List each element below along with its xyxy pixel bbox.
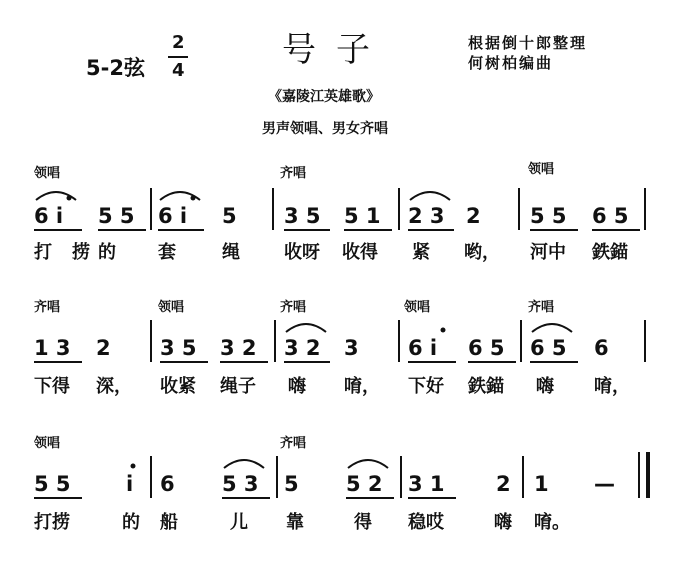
lyric: 打 [34, 242, 52, 263]
note-group: 3 2 [284, 336, 321, 360]
note-group: 3 2 [220, 336, 257, 360]
lyric: 得 [354, 512, 372, 533]
role-chorus: 齐唱 [280, 436, 307, 451]
note-group: 6 [160, 472, 175, 496]
note-group: 6 i [408, 336, 438, 360]
note-group: 3 5 [284, 204, 321, 228]
role-lead: 领唱 [528, 162, 555, 177]
note-group: 3 1 [408, 472, 445, 496]
note-group: 1 3 [34, 336, 71, 360]
lyric: 哟， [464, 242, 500, 263]
role-chorus: 齐唱 [34, 300, 61, 315]
note-group: 6 5 [592, 204, 629, 228]
lyric: 打捞 [34, 512, 70, 533]
note-group: i [126, 472, 134, 496]
time-signature-bottom: 4 [172, 60, 185, 81]
lyric: 套 [158, 242, 176, 263]
lyric: 收得 [342, 242, 378, 263]
performance-note: 男声领唱、男女齐唱 [262, 121, 388, 137]
lyric: 嗨 [494, 512, 512, 533]
note-group: — [594, 472, 615, 496]
note-group: 5 5 [98, 204, 135, 228]
role-chorus: 齐唱 [280, 166, 307, 181]
lyric: 收呀 [284, 242, 320, 263]
lyric: 绳 [222, 242, 240, 263]
note-group: 5 [284, 472, 299, 496]
source-collection: 《嘉陵江英雄歌》 [268, 89, 380, 105]
arranger-credit-2: 何树柏编曲 [468, 54, 554, 72]
lyric: 收紧 [160, 376, 196, 397]
lyric: 鉄錨 [592, 242, 628, 263]
note-group: 1 [534, 472, 549, 496]
lyric: 下好 [408, 376, 444, 397]
note-group: 3 5 [160, 336, 197, 360]
song-title: 号子 [282, 30, 390, 70]
lyric: 绳子 [220, 376, 256, 397]
lyric: 紧 [412, 242, 430, 263]
note-group: 5 3 [222, 472, 259, 496]
lyric: 唷， [344, 376, 380, 397]
lyric: 唷， [594, 376, 630, 397]
note-group: 6 i [34, 204, 64, 228]
note-group: 2 3 [408, 204, 445, 228]
time-signature-top: 2 [172, 32, 185, 53]
note-group: 6 5 [530, 336, 567, 360]
lyric: 稳哎 [408, 512, 444, 533]
lyric: 靠 [286, 512, 304, 533]
lyric: 船 [160, 512, 178, 533]
note-group: 3 [344, 336, 359, 360]
role-chorus: 齐唱 [528, 300, 555, 315]
note-group: 2 [96, 336, 111, 360]
lyric: 捞 [72, 242, 90, 263]
lyric: 嗨 [536, 376, 554, 397]
note-group: 5 2 [346, 472, 383, 496]
role-lead: 领唱 [158, 300, 185, 315]
note-group: 6 5 [468, 336, 505, 360]
note-group: 2 [466, 204, 481, 228]
role-lead: 领唱 [34, 436, 61, 451]
role-chorus: 齐唱 [280, 300, 307, 315]
note-group: 5 1 [344, 204, 381, 228]
role-lead: 领唱 [404, 300, 431, 315]
note-group: 2 [496, 472, 511, 496]
key-signature: 5-2弦 [86, 56, 145, 80]
note-group: 5 5 [34, 472, 71, 496]
note-group: 5 5 [530, 204, 567, 228]
note-group: 5 [222, 204, 237, 228]
lyric: 下得 [34, 376, 70, 397]
note-group: 6 i [158, 204, 188, 228]
lyric: 唷。 [534, 512, 570, 533]
lyric: 嗨 [288, 376, 306, 397]
note-group: 6 [594, 336, 609, 360]
lyric: 河中 [530, 242, 566, 263]
role-lead: 领唱 [34, 166, 61, 181]
arranger-credit-1: 根据倒十郎整理 [468, 34, 588, 52]
lyric: 儿 [230, 512, 248, 533]
lyric: 的 [122, 512, 140, 533]
lyric: 鉄錨 [468, 376, 504, 397]
lyric: 的 [98, 242, 116, 263]
lyric: 深， [96, 376, 132, 397]
